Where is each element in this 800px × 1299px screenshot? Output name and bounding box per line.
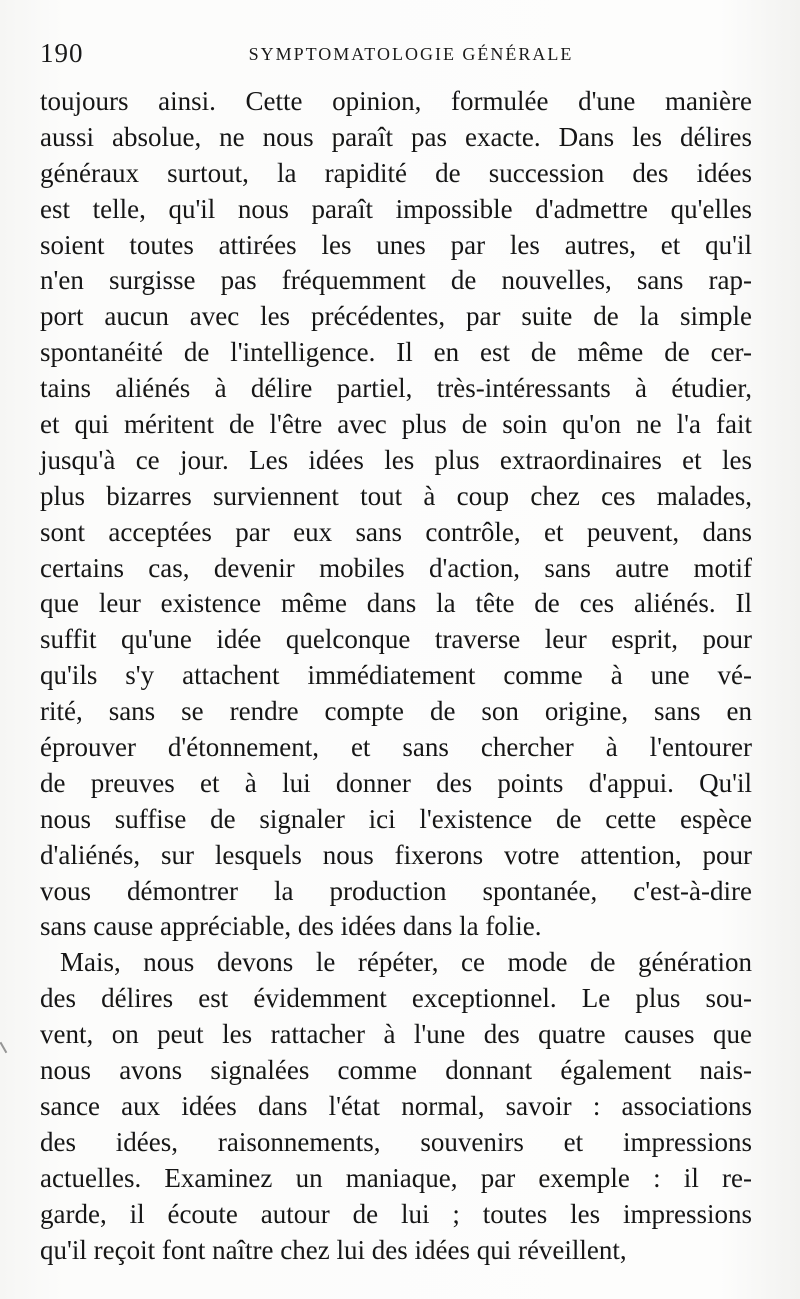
- ink-mark: [0, 1039, 12, 1053]
- text-line: que leur existence même dans la tête de ces aliénés. Il: [40, 588, 752, 619]
- text-line: vous démontrer la production spontanée, c'est-à-dire: [40, 875, 752, 906]
- text-line: suffit qu'une idée quelconque traverse leur esprit, pour: [40, 624, 752, 655]
- text-line: jusqu'à ce jour. Les idées les plus extraordinaires et les: [40, 444, 752, 475]
- text-line: des idées, raisonnements, souvenirs et impressions: [40, 1126, 752, 1157]
- text-line: est telle, qu'il nous paraît impossible d'admettre qu'elles: [40, 193, 752, 224]
- text-line: port aucun avec les précédentes, par suite de la simple: [40, 301, 752, 332]
- text-line: nous avons signalées comme donnant également nais-: [40, 1055, 752, 1086]
- text-line: tains aliénés à délire partiel, très-intéressants à étudier,: [40, 373, 752, 404]
- page-header: [40, 38, 752, 70]
- text-line: généraux surtout, la rapidité de succession des idées: [40, 157, 752, 188]
- text-line: vent, on peut les rattacher à l'une des quatre causes que: [40, 1019, 752, 1050]
- text-line: d'aliénés, sur lesquels nous fixerons votre attention, pour: [40, 839, 752, 870]
- text-line: garde, il écoute autour de lui ; toutes les impressions: [40, 1198, 752, 1229]
- text-line: actuelles. Examinez un maniaque, par exemple : il re-: [40, 1162, 752, 1193]
- body-text: [40, 84, 752, 1268]
- text-line: aussi absolue, ne nous paraît pas exacte. Dans les délires: [40, 121, 752, 152]
- text-line: soient toutes attirées les unes par les autres, et qu'il: [40, 229, 752, 260]
- text-line: nous suffise de signaler ici l'existence de cette espèce: [40, 803, 752, 834]
- text-line: et qui méritent de l'être avec plus de soin qu'on ne l'a fait: [40, 409, 752, 440]
- text-line: qu'il reçoit font naître chez lui des idées qui réveillent,: [40, 1234, 627, 1265]
- text-line: des délires est évidemment exceptionnel. Le plus sou-: [40, 983, 752, 1014]
- text-line: certains cas, devenir mobiles d'action, sans autre motif: [40, 552, 752, 583]
- paragraph: [40, 84, 752, 945]
- text-line: toujours ainsi. Cette opinion, formulée d'une manière: [40, 86, 752, 116]
- text-line: spontanéité de l'intelligence. Il en est de même de cer-: [40, 337, 752, 368]
- text-line: sont acceptées par eux sans contrôle, et peuvent, dans: [40, 516, 752, 547]
- text-line: plus bizarres surviennent tout à coup chez ces malades,: [40, 480, 752, 511]
- running-title: SYMPTOMATOLOGIE GÉNÉRALE: [248, 44, 574, 64]
- text-line: sance aux idées dans l'état normal, savoir : associations: [40, 1090, 752, 1121]
- text-line: éprouver d'étonnement, et sans chercher à l'entourer: [40, 732, 752, 763]
- text-line: Mais, nous devons le répéter, ce mode de génération: [60, 947, 752, 978]
- paragraph: [40, 945, 752, 1268]
- text-line: qu'ils s'y attachent immédiatement comme à une vé-: [40, 660, 752, 691]
- page-number: 190: [40, 38, 84, 68]
- text-line: n'en surgisse pas fréquemment de nouvelles, sans rap-: [40, 265, 752, 296]
- text-line: rité, sans se rendre compte de son origine, sans en: [40, 696, 752, 727]
- text-line: de preuves et à lui donner des points d'appui. Qu'il: [40, 767, 752, 798]
- text-line: sans cause appréciable, des idées dans la folie.: [40, 911, 542, 942]
